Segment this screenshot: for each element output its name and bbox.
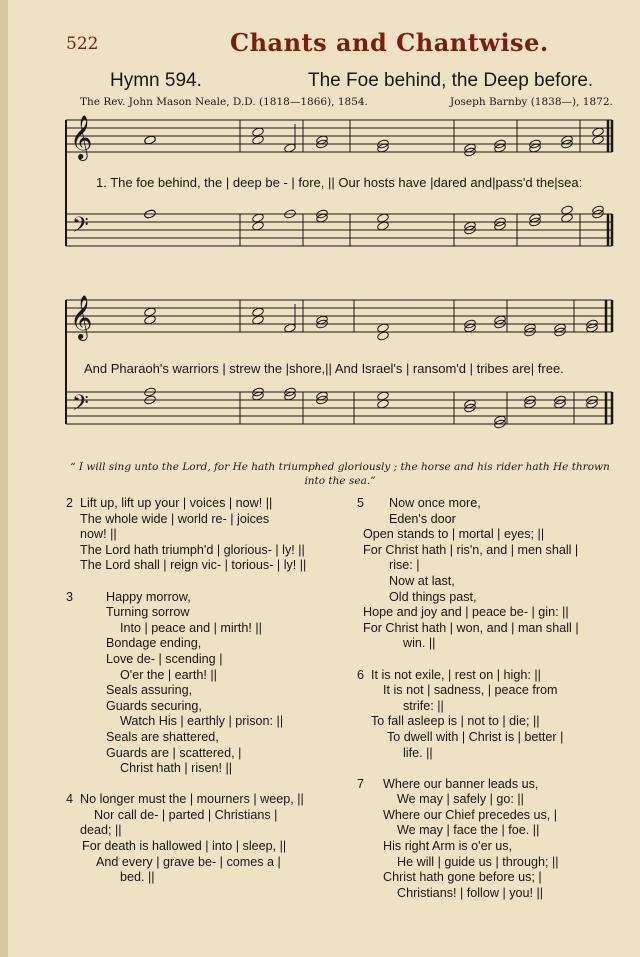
verse-line: Now at last, [389,573,455,588]
verse-line: For Christ hath | ris'n, and | men shall | [363,542,579,557]
verse-line: Turning sorrow [106,605,190,620]
verse-line: Old things past, [389,589,477,604]
verse-line: We may | face the | foe. || [397,823,540,838]
verse-line: He will | guide us | through; || [397,854,559,869]
hymn-number: Hymn 594. [110,70,202,91]
lyric-line-1: 1. The foe behind, the | deep be - | fore, || Our hosts have |dared and|pass'd the|sea: [96,175,583,190]
verse-line: strife: || [403,698,444,713]
svg-text:𝄞: 𝄞 [70,115,93,159]
verse-line: Hope and joy and | peace be- | gin: || [363,605,569,620]
verses-left-column [66,496,351,886]
verse-number: 2 [66,496,74,510]
verse-line: Guards securing, [106,698,202,713]
hymn-author: The Rev. John Mason Neale, D.D. (1818—1866), 1854. [80,96,368,108]
verse-line: The whole wide | world re- | joices [80,511,270,526]
verse-line: The Lord hath triumph'd | glorious- | ly! || [80,542,305,557]
svg-text:𝄢: 𝄢 [72,391,89,421]
verse-line: Lift up, lift up your | voices | now! || [80,496,273,510]
verse-2 [66,496,351,574]
verse-line: Bondage ending, [106,636,202,651]
verse-line: life. || [403,745,433,760]
svg-text:𝄞: 𝄞 [70,295,93,339]
verse-number: 4 [66,792,74,807]
verse-line: Guards are | scattered, | [106,745,242,760]
verse-line: His right Arm is o'er us, [383,839,513,854]
verse-3 [66,590,351,777]
verse-line: Open stands to | mortal | eyes; || [363,527,545,542]
verse-line: We may | safely | go: || [397,792,524,807]
verse-number: 3 [66,589,74,604]
hymn-title: The Foe behind, the Deep before. [308,70,594,91]
verse-line: To dwell with | Christ is | better | [387,729,564,744]
verse-gap [357,761,625,777]
running-title: Chants and Chantwise. [230,28,549,57]
verse-line: Christ hath gone before us; | [383,870,542,885]
verse-gap [66,777,351,793]
verse-number: 6 [357,667,365,682]
verses-right-column [357,496,625,901]
verse-line: Where our banner leads us, [383,776,539,791]
verse-line: dead; || [80,823,122,838]
verse-7 [357,777,625,902]
verse-line: For death is hallowed | into | sleep, || [82,839,287,854]
verse-line: O'er the | earth! || [120,667,217,682]
verse-line: To fall asleep is | not to | die; || [371,714,540,729]
verse-6 [357,668,625,762]
verse-line: Seals are shattered, [106,729,219,744]
verse-number: 5 [357,496,365,510]
verse-line: The Lord shall | reign vic- | torious- | ly! || [80,558,307,573]
verse-line: No longer must the | mourners | weep, || [80,792,304,807]
hymn-composer: Joseph Barnby (1838—), 1872. [450,96,613,108]
lyric-line-2: And Pharaoh's warriors | strew the |shore,|| And Israel's | ransom'd | tribes are| free. [84,361,564,376]
verse-gap [66,574,351,590]
verse-5 [357,496,625,652]
verse-line: rise: | [389,558,420,573]
verse-line: Where our Chief precedes us, | [383,807,558,822]
page-number: 522 [66,34,99,54]
verse-line: Happy morrow, [106,589,191,604]
verse-line: Watch His | earthly | prison: || [120,714,284,729]
verse-4 [66,792,351,886]
verse-line: now! || [80,527,117,542]
verse-line: Nor call de- | parted | Christians | [94,807,278,822]
verse-line: Into | peace and | mirth! || [120,620,262,635]
verse-line: win. || [403,636,436,651]
verse-line: Christ hath | risen! || [120,761,233,776]
verse-line: It is not | sadness, | peace from [383,683,558,698]
verse-line: Love de- | scending | [106,651,223,666]
verse-number: 7 [357,776,365,791]
verse-line: It is not exile, | rest on | high: || [371,667,541,682]
svg-text:𝄢: 𝄢 [72,213,89,243]
verse-line: Eden's door [389,511,456,526]
verse-line: Seals assuring, [106,683,193,698]
verse-line: Christians! | follow | you! || [397,885,544,900]
verse-line: For Christ hath | won, and | man shall | [363,620,579,635]
verse-gap [357,652,625,668]
scripture-quote: “ I will sing unto the Lord, for He hath triumphed gloriously ; the horse and his rider hath He thrown into the sea.” [70,461,610,487]
verse-line: Now once more, [389,496,481,510]
verse-line: bed. || [120,870,155,885]
music-score [0,0,640,460]
verse-line: And every | grave be- | comes a | [96,854,281,869]
